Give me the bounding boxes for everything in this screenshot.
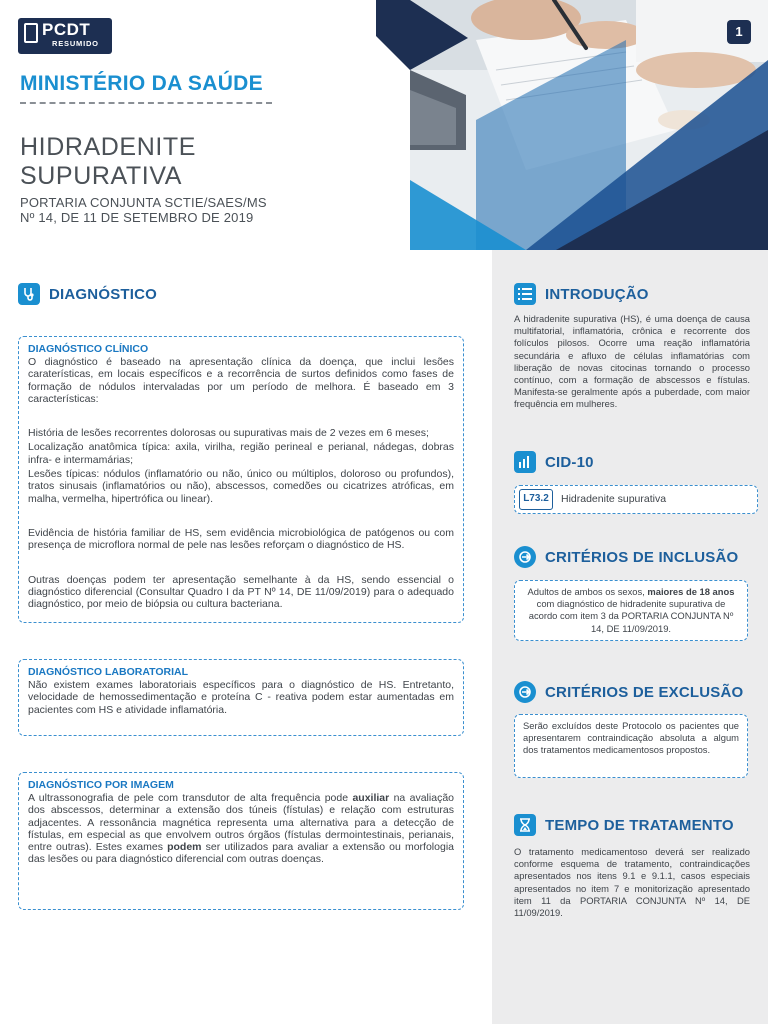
hero-image bbox=[376, 0, 768, 250]
inclusao-box bbox=[514, 580, 748, 641]
logo-title: PCDT bbox=[42, 20, 91, 39]
stethoscope-icon bbox=[18, 283, 40, 305]
page-title bbox=[20, 133, 340, 191]
hourglass-icon bbox=[514, 814, 536, 836]
page-number-badge: 1 bbox=[727, 20, 751, 44]
arrow-circle-icon bbox=[514, 681, 536, 703]
document-icon bbox=[24, 23, 38, 43]
section-heading-cid bbox=[514, 451, 594, 473]
section-heading-inclusao bbox=[514, 546, 738, 568]
subtitle-line: Nº 14, DE 11 DE SETEMBRO DE 2019 bbox=[20, 210, 254, 225]
arrow-circle-icon bbox=[514, 546, 536, 568]
clinico-criterion: Localização anatômica típica: axila, virilha, região perineal e perianal, nádegas, dobras infra- e intermamárias; bbox=[28, 441, 454, 466]
exclusao-box bbox=[514, 714, 748, 778]
diagnostico-laboratorial-box bbox=[18, 659, 464, 736]
clinico-intro: O diagnóstico é baseado na apresentação clínica da doença, que inclui lesões caraterísticas, em locais específicos e a recorrência de surtos definidos como fases de formação de nódulos intervaladas por um período de melhora. É baseado em 3 características: bbox=[28, 356, 454, 405]
section-title: CRITÉRIOS DE INCLUSÃO bbox=[545, 548, 739, 566]
clinico-differential: Outras doenças podem ter apresentação semelhante à da HS, sendo essencial o diagnóstico diferencial (Consultar Quadro I da PT Nº 14, DE 11/09/2019) para o adequado diagnóstico, por meio de biópsia ou cultura bacteriana. bbox=[28, 573, 454, 611]
dashed-divider bbox=[20, 102, 272, 104]
section-heading-tempo bbox=[514, 814, 734, 836]
section-heading-exclusao bbox=[514, 681, 743, 703]
introducao-text: A hidradenite supurativa (HS), é uma doença de causa multifatorial, inflamatória, crônica e recorrente dos folículos pilosos. Ocorre uma reação inflamatória secundária e afluxo de células inflamatórias com liberação de novas citocinas tornando o processo contínuo, com a formação de abscessos e fístulas. Manifesta-se geralmente após a puberdade, com maior frequência em mulheres. bbox=[514, 313, 750, 410]
cid-code-badge: L73.2 bbox=[519, 489, 553, 510]
title-line: HIDRADENITE bbox=[20, 133, 197, 161]
clinico-evidence: Evidência de história familiar de HS, sem evidência microbiológica de patógenos ou com presença de microflora normal de pele nas lesões reforçam o diagnóstico de HS. bbox=[28, 526, 454, 552]
logo-subtitle: RESUMIDO bbox=[52, 39, 99, 48]
ministry-name: MINISTÉRIO DA SAÚDE bbox=[20, 72, 263, 95]
tempo-text: O tratamento medicamentoso deverá ser realizado conforme esquema de tratamento, contraindicações apresentados nos itens 9.1 e 9.1.1, casos especiais apresentados no item 7 e monitorização apresentado item 11 da PORTARIA CONJUNTA Nº 14, DE 11/09/2019. bbox=[514, 846, 750, 919]
diagnostico-imagem-box bbox=[18, 772, 464, 910]
title-line: SUPURATIVA bbox=[20, 162, 183, 190]
clinico-criterion: História de lesões recorrentes dolorosas ou supurativas mais de 2 vezes em 6 meses; bbox=[28, 427, 429, 440]
imagem-text: A ultrassonografia de pele com transdutor de alta frequência pode auxiliar na avaliação dos abscessos, determinar a extensão dos túneis (fístulas) e relação com estruturas adjacentes. A ressonância magnética representa uma alternativa para a detecção de fístulas, em especial as que envolvem outros órgãos (fístulas dermointestinais, perianais, entre outras). Estes exames podem ser utilizados para avaliar a extensão ou morfologia das lesões ou para diagnóstico diferencial com outras doenças. bbox=[28, 792, 454, 866]
laboratorial-text: Não existem exames laboratoriais específicos para o diagnóstico de HS. Entretanto, velocidade de hemossedimentação e proteína C - reativa podem estar aumentadas em pacientes com HS e atividade inflamatória. bbox=[28, 679, 454, 716]
diagnostico-clinico-box bbox=[18, 336, 464, 623]
list-icon bbox=[514, 283, 536, 305]
clinico-criterion: Lesões típicas: nódulos (inflamatório ou não, único ou múltiplos, doloroso ou profundos), tratos sinusais (inflamatórios ou não), abscessos, comedões ou cicatrizes atróficas, em malha, vermelha, hipertrófica ou linear). bbox=[28, 468, 454, 505]
subtitle-line: PORTARIA CONJUNTA SCTIE/SAES/MS bbox=[20, 195, 267, 210]
section-title: INTRODUÇÃO bbox=[545, 285, 649, 303]
cid-box bbox=[514, 485, 758, 514]
section-title: CID-10 bbox=[545, 453, 594, 471]
inclusao-text: Adultos de ambos os sexos, maiores de 18 anos com diagnóstico de hidradenite supurativa de acordo com item 3 da PORTARIA CONJUNTA Nº 14, DE 11/09/2019. bbox=[527, 586, 735, 634]
section-title: CRITÉRIOS DE EXCLUSÃO bbox=[545, 683, 744, 701]
box-label: DIAGNÓSTICO CLÍNICO bbox=[28, 343, 149, 355]
exclusao-text: Serão excluídos deste Protocolo os pacientes que apresentarem contraindicação absoluta a algum dos tratamentos medicamentosos propostos. bbox=[523, 720, 739, 756]
section-heading-introducao bbox=[514, 283, 649, 305]
section-title: TEMPO DE TRATAMENTO bbox=[545, 816, 734, 834]
section-heading-diagnostico bbox=[18, 283, 157, 305]
cid-description: Hidradenite supurativa bbox=[561, 493, 667, 505]
bar-chart-icon bbox=[514, 451, 536, 473]
box-label: DIAGNÓSTICO LABORATORIAL bbox=[28, 666, 189, 678]
pcdt-logo bbox=[18, 18, 112, 54]
box-label: DIAGNÓSTICO POR IMAGEM bbox=[28, 779, 174, 791]
section-title: DIAGNÓSTICO bbox=[49, 285, 158, 303]
page-subtitle bbox=[20, 195, 360, 225]
